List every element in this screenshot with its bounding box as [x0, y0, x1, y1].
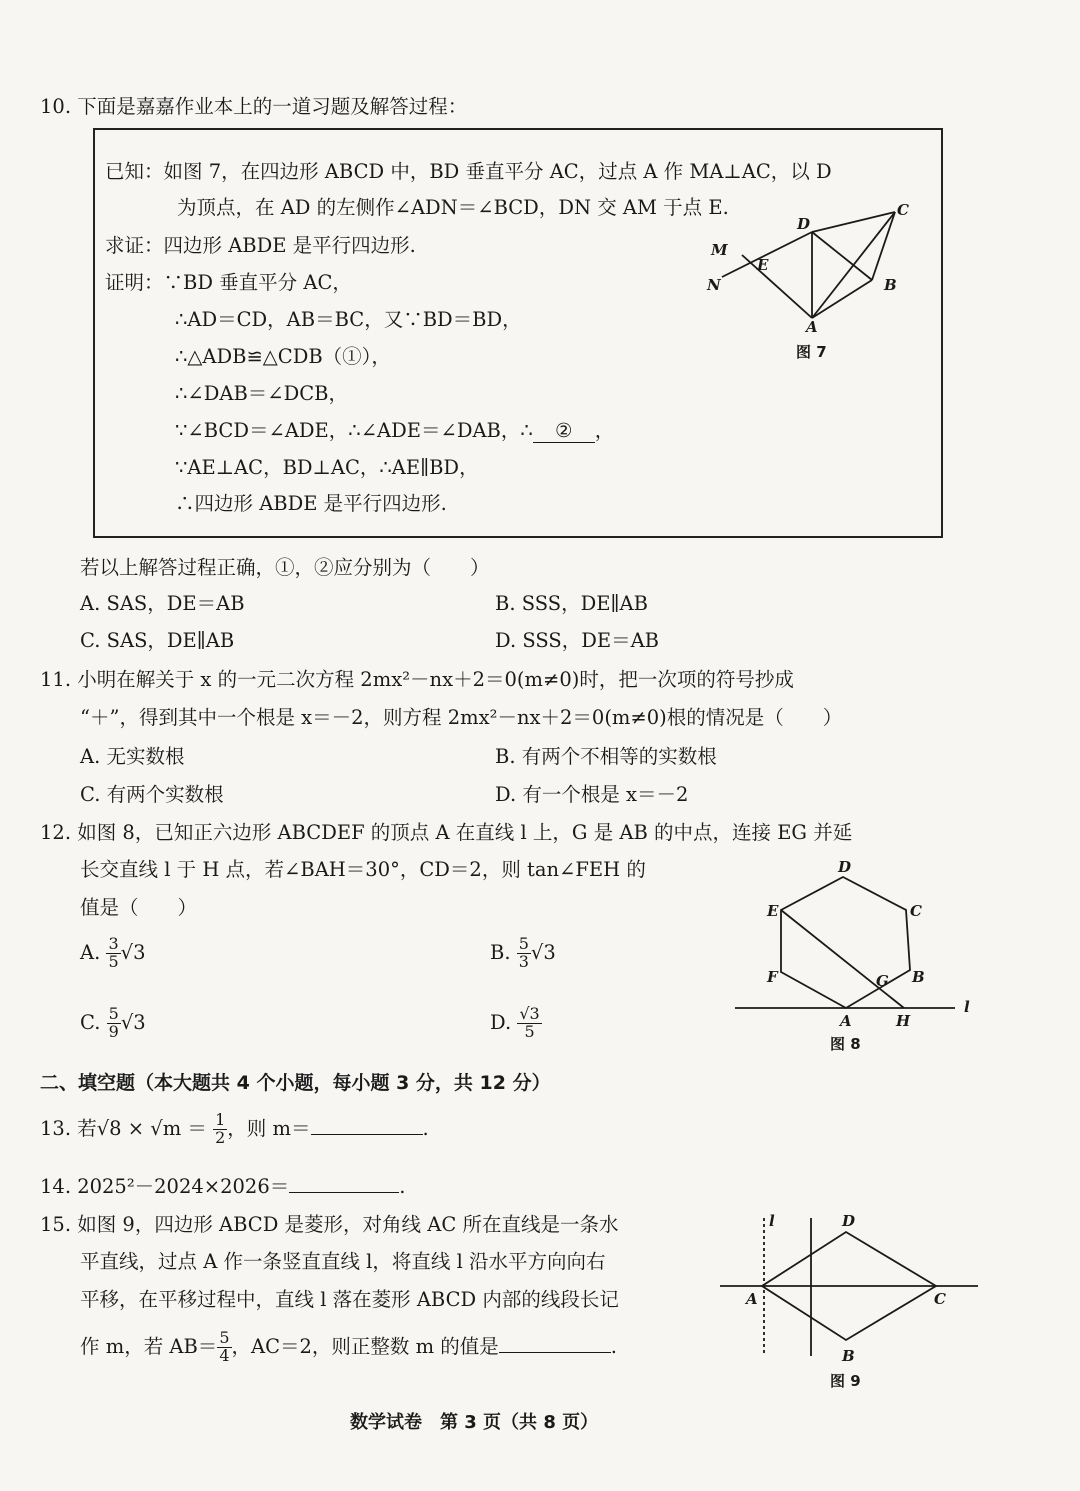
q13-den: 2 — [215, 1127, 226, 1147]
q12-option-c-label: C. — [80, 1010, 101, 1034]
q11-option-d: D. 有一个根是 x＝－2 — [495, 783, 689, 806]
q10-known-line2: 为顶点，在 AD 的左侧作∠ADN＝∠BCD，DN 交 AM 于点 E. — [177, 196, 729, 219]
fig8-caption: 图 8 — [830, 1035, 861, 1053]
q13-num: 1 — [215, 1110, 226, 1129]
q12-option-a-label: A. — [80, 940, 101, 964]
fig8-label-E: E — [767, 902, 779, 920]
q12-option-b — [490, 936, 556, 971]
q14-end: . — [399, 1175, 406, 1198]
fig8-label-l: l — [964, 998, 970, 1016]
q14-expression: 14. 2025²－2024×2026＝ — [40, 1175, 290, 1198]
q12-option-d-label: D. — [490, 1010, 512, 1034]
q10-prove: 求证：四边形 ABDE 是平行四边形. — [105, 234, 416, 257]
q12-option-a-num: 3 — [108, 934, 119, 953]
q10-option-b: B. SSS，DE∥AB — [495, 592, 648, 615]
q14 — [40, 1175, 405, 1198]
fig9-label-C: C — [934, 1290, 946, 1308]
fig7-caption: 图 7 — [796, 343, 827, 361]
fig8-label-H: H — [896, 1012, 911, 1030]
q12-option-b-num: 5 — [518, 934, 529, 953]
q15-line3: 平移，在平移过程中，直线 l 落在菱形 ABCD 内部的线段长记 — [80, 1288, 619, 1311]
q12-option-d-fraction — [517, 1006, 541, 1041]
q12-option-b-den: 3 — [518, 951, 529, 971]
q11-option-b: B. 有两个不相等的实数根 — [495, 745, 717, 768]
q13-answer-blank[interactable] — [311, 1134, 423, 1135]
q13-mid: ，则 m＝ — [227, 1116, 311, 1140]
q12-option-c-radical: √3 — [120, 1010, 146, 1034]
fig8-segment-EH — [781, 910, 904, 1008]
q10-step1: ∴AD＝CD，AB＝BC，又∵BD＝BD， — [175, 308, 522, 331]
q10-step3: ∴∠DAB＝∠DCB， — [175, 382, 349, 405]
q10-step4-text: ∵∠BCD＝∠ADE，∴∠ADE＝∠DAB，∴ — [175, 419, 533, 442]
q13-end: . — [422, 1116, 429, 1140]
fig7-label-A: A — [806, 318, 818, 336]
q11-option-a: A. 无实数根 — [80, 745, 185, 768]
q12-option-c-fraction — [107, 1006, 121, 1041]
q15-answer-blank[interactable] — [499, 1352, 611, 1353]
fig9-label-D: D — [842, 1212, 856, 1230]
q13 — [40, 1112, 429, 1147]
q10-known-line1: 已知：如图 7，在四边形 ABCD 中，BD 垂直平分 AC，过点 A 作 MA⊥AC，以 D — [105, 160, 832, 183]
q12-option-b-fraction — [517, 936, 531, 971]
q12-line3: 值是（ ） — [80, 896, 198, 919]
q11-line2: “＋”，得到其中一个根是 x＝－2，则方程 2mx²－nx＋2＝0(m≠0)根的情况是（ ） — [80, 706, 843, 729]
q15-num: 5 — [219, 1328, 230, 1347]
fig8-label-A: A — [840, 1012, 852, 1030]
fig7-label-E: E — [757, 256, 769, 274]
q10-option-d: D. SSS，DE＝AB — [495, 629, 660, 652]
q12-option-a-fraction — [106, 936, 120, 971]
q14-answer-blank[interactable] — [289, 1192, 399, 1193]
fig7-label-M: M — [711, 241, 728, 259]
q15-line4-start: 作 m，若 AB＝ — [80, 1334, 218, 1358]
q12-option-d-num: √3 — [519, 1004, 540, 1023]
fig8-hexagon — [781, 877, 910, 1008]
q15-line1: 15. 如图 9，四边形 ABCD 是菱形，对角线 AC 所在直线是一条水 — [40, 1213, 619, 1236]
q13-expression: 13. 若√8 × √m ＝ — [40, 1116, 207, 1140]
fig9-label-B: B — [842, 1347, 855, 1365]
fig8-label-C: C — [910, 902, 922, 920]
q12-option-a-den: 5 — [108, 951, 119, 971]
fig9-caption: 图 9 — [830, 1372, 861, 1390]
q10-proof-head: 证明：∵BD 垂直平分 AC， — [105, 271, 352, 294]
fig7-label-C: C — [897, 201, 909, 219]
fig9-label-l: l — [769, 1212, 775, 1230]
q12-option-c-den: 9 — [108, 1021, 119, 1041]
q12-option-c-num: 5 — [108, 1004, 119, 1023]
q10-option-a: A. SAS，DE＝AB — [80, 592, 245, 615]
q13-fraction — [213, 1112, 227, 1147]
q10-blank-2: ② — [533, 419, 595, 443]
q12-option-c — [80, 1006, 146, 1041]
q10-step4 — [175, 419, 614, 443]
q10-question: 若以上解答过程正确，①，②应分别为（ ） — [80, 556, 490, 579]
q12-line2: 长交直线 l 于 H 点，若∠BAH＝30°，CD＝2，则 tan∠FEH 的 — [80, 858, 646, 881]
q15-line2: 平直线，过点 A 作一条竖直直线 l，将直线 l 沿水平方向向右 — [80, 1250, 606, 1273]
fig9-label-A: A — [746, 1290, 758, 1308]
q12-option-b-label: B. — [490, 940, 511, 964]
q10-stem: 10. 下面是嘉嘉作业本上的一道习题及解答过程： — [40, 95, 468, 118]
q12-option-a-radical: √3 — [120, 940, 146, 964]
fig8-label-F: F — [767, 968, 778, 986]
q15-end: . — [610, 1334, 617, 1358]
q12-option-d-den: 5 — [524, 1021, 535, 1041]
fig7-label-B: B — [884, 276, 897, 294]
fig8-label-B: B — [912, 968, 925, 986]
fig7-label-N: N — [707, 276, 721, 294]
q10-step6: ∴四边形 ABDE 是平行四边形. — [175, 492, 447, 515]
q12-option-a — [80, 936, 146, 971]
q11-option-c: C. 有两个实数根 — [80, 783, 224, 806]
fig8-label-G: G — [876, 972, 889, 990]
q10-step5: ∵AE⊥AC，BD⊥AC，∴AE∥BD， — [175, 456, 479, 479]
fig9-rhombus — [762, 1232, 936, 1340]
q15-line4 — [80, 1330, 617, 1365]
fig8-label-D: D — [838, 858, 852, 876]
page-footer: 数学试卷 第 3 页（共 8 页） — [350, 1412, 599, 1433]
section-2-title: 二、填空题（本大题共 4 个小题，每小题 3 分，共 12 分） — [40, 1072, 551, 1094]
q10-option-c: C. SAS，DE∥AB — [80, 629, 235, 652]
q15-line4-mid: ，AC＝2，则正整数 m 的值是 — [231, 1334, 499, 1358]
q12-option-b-radical: √3 — [530, 940, 556, 964]
q15-fraction — [217, 1330, 231, 1365]
q15-den: 4 — [219, 1345, 230, 1365]
q11-line1: 11. 小明在解关于 x 的一元二次方程 2mx²－nx＋2＝0(m≠0)时，把一次项的符号抄成 — [40, 668, 794, 691]
q10-step4-end: ， — [594, 419, 615, 442]
fig7-label-D: D — [797, 215, 811, 233]
q12-line1: 12. 如图 8，已知正六边形 ABCDEF 的顶点 A 在直线 l 上，G 是 AB 的中点，连接 EG 并延 — [40, 821, 853, 844]
q12-option-d — [490, 1006, 542, 1041]
q10-step2: ∴△ADB≌△CDB（①）， — [175, 345, 391, 368]
